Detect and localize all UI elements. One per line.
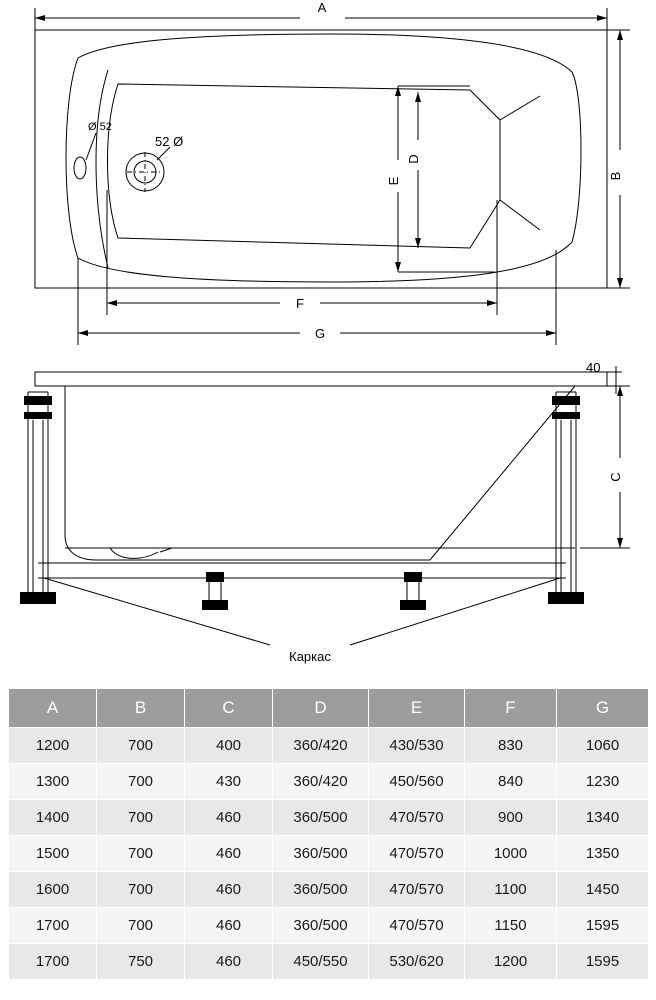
cell-g: 1595 — [557, 908, 649, 944]
cell-e: 430/530 — [369, 728, 465, 764]
cell-g: 1340 — [557, 800, 649, 836]
bath-inner-left-curve — [96, 70, 108, 268]
cell-a: 1600 — [9, 872, 97, 908]
table-header-d: D — [273, 689, 369, 728]
cell-f: 900 — [465, 800, 557, 836]
table-row — [9, 908, 649, 944]
frame-leg-left — [20, 392, 56, 604]
overflow-hole — [74, 157, 86, 179]
cell-c: 430 — [185, 764, 273, 800]
table-row — [9, 872, 649, 908]
cell-b: 700 — [97, 800, 185, 836]
cell-a: 1400 — [9, 800, 97, 836]
frame-label: Каркас — [289, 649, 331, 664]
bath-corner-line-bottom — [500, 200, 540, 230]
cell-a: 1700 — [9, 944, 97, 980]
dim-e-label: E — [386, 176, 401, 186]
table-row — [9, 728, 649, 764]
dimensions-table — [8, 688, 649, 980]
cell-g: 1450 — [557, 872, 649, 908]
cell-c: 460 — [185, 872, 273, 908]
side-drain-edge — [160, 548, 172, 552]
table-header-a: A — [9, 689, 97, 728]
cell-b: 750 — [97, 944, 185, 980]
cell-g: 1350 — [557, 836, 649, 872]
cell-c: 400 — [185, 728, 273, 764]
table-header-f: F — [465, 689, 557, 728]
overflow-leader — [86, 133, 96, 160]
cell-b: 700 — [97, 836, 185, 872]
cell-f: 1000 — [465, 836, 557, 872]
bath-outer-rim — [35, 30, 607, 288]
dim-g-label: G — [314, 326, 326, 341]
overflow-hole-label: Ø 52 — [88, 121, 112, 133]
frame-leader-left — [44, 578, 270, 645]
cell-a: 1200 — [9, 728, 97, 764]
side-bath-body — [65, 386, 575, 560]
cell-f: 830 — [465, 728, 557, 764]
cell-e: 470/570 — [369, 836, 465, 872]
cell-d: 360/420 — [273, 764, 369, 800]
table-row — [9, 800, 649, 836]
cell-f: 1100 — [465, 872, 557, 908]
frame-leg-right — [548, 392, 584, 604]
cell-e: 470/570 — [369, 872, 465, 908]
dim-40-label: 40 — [586, 360, 601, 375]
cell-e: 470/570 — [369, 908, 465, 944]
table-row — [9, 944, 649, 980]
cell-d: 360/500 — [273, 872, 369, 908]
cell-e: 470/570 — [369, 800, 465, 836]
cell-a: 1300 — [9, 764, 97, 800]
cell-f: 1200 — [465, 944, 557, 980]
bath-corner-line-top — [500, 96, 540, 120]
cell-d: 450/550 — [273, 944, 369, 980]
frame-leader-right — [350, 578, 560, 645]
dim-b-label: B — [608, 171, 623, 181]
cell-d: 360/420 — [273, 728, 369, 764]
cell-c: 460 — [185, 908, 273, 944]
cell-g: 1060 — [557, 728, 649, 764]
cell-f: 840 — [465, 764, 557, 800]
cell-c: 460 — [185, 836, 273, 872]
cell-d: 360/500 — [273, 908, 369, 944]
cell-b: 700 — [97, 908, 185, 944]
cell-c: 460 — [185, 800, 273, 836]
cell-b: 700 — [97, 764, 185, 800]
cell-d: 360/500 — [273, 836, 369, 872]
dim-c-label: C — [608, 472, 623, 482]
table-header-row — [9, 689, 649, 728]
bath-shell-outline — [66, 34, 581, 282]
side-rim-slab — [35, 372, 607, 386]
dim-a-label: A — [317, 0, 327, 15]
cell-f: 1150 — [465, 908, 557, 944]
cell-b: 700 — [97, 728, 185, 764]
dim-d-label: D — [406, 154, 421, 164]
cell-c: 460 — [185, 944, 273, 980]
bath-bowl-outline — [108, 84, 501, 248]
cell-a: 1500 — [9, 836, 97, 872]
table-header-c: C — [185, 689, 273, 728]
dim-f-label: F — [296, 296, 304, 311]
cell-b: 700 — [97, 872, 185, 908]
table-row — [9, 764, 649, 800]
cell-e: 450/560 — [369, 764, 465, 800]
cell-e: 530/620 — [369, 944, 465, 980]
cell-d: 360/500 — [273, 800, 369, 836]
cell-g: 1595 — [557, 944, 649, 980]
table-header-e: E — [369, 689, 465, 728]
cell-a: 1700 — [9, 908, 97, 944]
side-drain-bulge — [110, 548, 158, 558]
cell-g: 1230 — [557, 764, 649, 800]
table-row — [9, 836, 649, 872]
table-header-g: G — [557, 689, 649, 728]
drain-hole-label: 52 Ø — [155, 134, 184, 149]
table-header-b: B — [97, 689, 185, 728]
